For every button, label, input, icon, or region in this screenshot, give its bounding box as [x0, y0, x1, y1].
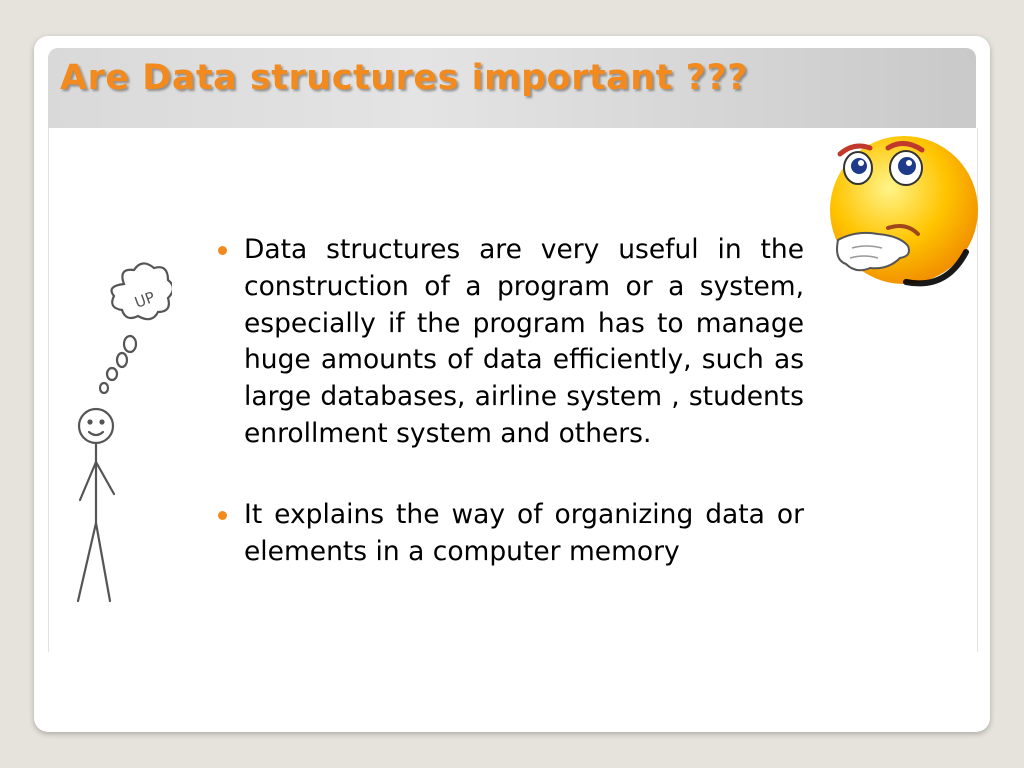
- bullet-item: [214, 232, 804, 453]
- thought-bubble: [124, 336, 136, 352]
- bullet-text: It explains the way of organizing data or elements in a computer memory: [244, 498, 804, 567]
- thought-bubble: [100, 383, 108, 393]
- thought-bubble: [107, 368, 117, 380]
- bullet-list: [214, 232, 804, 614]
- thinking-emoji-icon: [818, 132, 980, 296]
- bullet-text: Data structures are very useful in the construction of a program or a system, especially if the program has to manage huge amounts of data efficiently, such as large databases, airline system , students enrollment system and others.: [244, 234, 804, 449]
- cloud-text: UP: [132, 287, 158, 312]
- bullet-dot-icon: [218, 511, 227, 520]
- bullet-item: [214, 497, 804, 571]
- thought-bubble: [117, 353, 127, 367]
- stick-figure-illustration: [62, 262, 172, 604]
- slide-title: Are Data structures important ???: [60, 58, 749, 98]
- bullet-dot-icon: [218, 246, 227, 255]
